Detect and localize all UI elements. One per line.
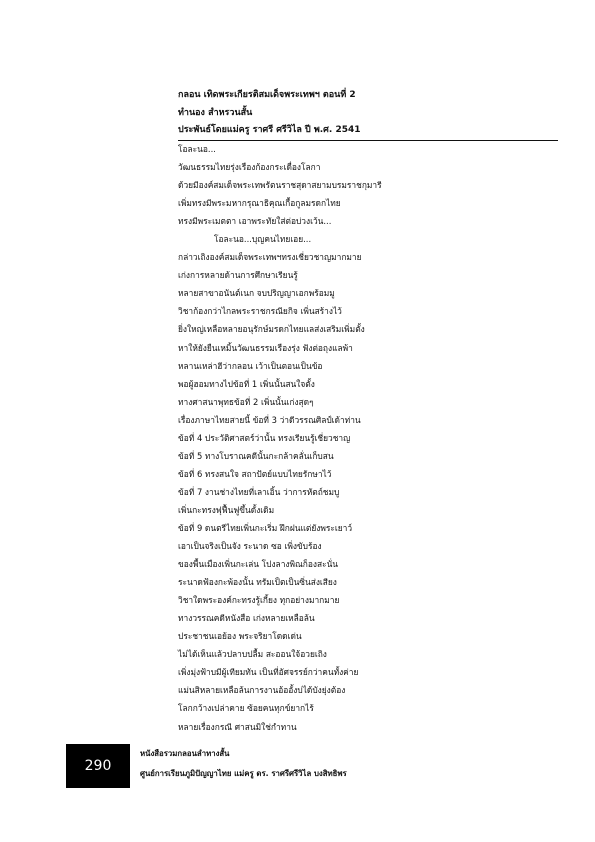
poem-line: หลานเหล่าฮีว่ากลอน เว้าเป็นตอนเป็นข้อ [178,360,323,371]
poem-line: กล่าวเถิงองค์สมเด็จพระเทพฯทรงเชี่ยวชาญมากมาย [178,252,362,263]
poem-line: ทรงมีพระเมตตา เอาพระทัยใส่ต่อบ่วงเว้น... [178,216,332,227]
poem-title: กลอน เทิดพระเกียรติสมเด็จพระเทพฯ ตอนที่ 2 [178,90,356,100]
poem-line: โอละนอ...บุญคนไทยเอย... [214,234,312,245]
page-number: 290 [66,744,130,788]
poem-line: หลายเรื่องกรณี ศาสนมิใช่กำทาน [178,721,297,732]
poem-line: เก่งการหลายด้านการศึกษาเรียนรู้ [178,270,298,281]
poem-line: โอละนอ... [178,144,216,154]
poem-line: ยิ่งใหญ่เหลือหลายอนุรักษ์มรดกไทยแลส่งเสริมเพิ่มตั้ง [178,324,365,335]
poem-line: ข้อที่ 6 ทรงสนใจ สถาปัตย์แบบไทยรักษาไว้ [178,468,332,479]
poem-line: เอาเป็นจริงเป็นจัง ระนาด ซอ เพิ่งขับร้อง [178,541,322,552]
book-title: หนังสือรวมกลอนลำทางสั้น [140,749,230,758]
poem-line: วัฒนธรรมไทยรุ่งเรืองก้องกระเดื่องโลกา [178,162,321,173]
poem-line: ทางวรรณคดีหนังสือ เก่งหลายเหลือล้น [178,613,315,624]
poem-header [178,86,558,141]
poem-subtitle: ทำนอง สำหรวนสั้น [178,108,253,118]
poem-line: ข้อที่ 7 งานช่างไทยที่เลาเอิ้น ว่าการหัตถ์ชมบู [178,486,340,497]
poem-line: หลายสาขาอนันต์เนก จบปริญญาเอกพร้อมมู [178,288,335,299]
poem-line: ประชาชนเอย้อง พระจริยาโดดเด่น [178,631,302,642]
poem-line: ข้อที่ 5 ทางโบราณคดีนั้นกะกล้าคลั่นเก็บสน [178,450,334,461]
poem-line: พอผู้ฮอมทางไปข้อที่ 1 เพิ่นนั้นสนใจตั้ง [178,378,315,389]
poem-line: ระนาดฟ้องกะพ้องนั้น ทรัมเป็ตเป็นซิ่นส่งเสียง [178,577,337,588]
poem-line: วิชาใดพระองค์กะทรงรู้เกี้ยง ทุกอย่างมากมาย [178,595,340,606]
poem-line: เพิ่งมุ่งฟ้าบมีผู้เทียมทัน เป็นที่อัศจรรย์กว่าคนทั้งค่าย [178,667,359,678]
poem-line: เพิ่มทรงมีพระมหากรุณาธิคุณเกื้อกูลมรดกไทย [178,198,341,209]
center-name: ศูนย์การเรียนภูมิปัญญาไทย แม่ครู ดร. ราศรีศรีวิไล บงสิทธิพร [140,769,347,778]
poem-line: ทางศาสนาพุทธข้อที่ 2 เพิ่นนั้นเก่งสุดๆ [178,396,314,407]
poem-author: ประพันธ์โดยแม่ครู ราศรี ศรีวิไล ปี พ.ศ. 2541 [178,122,558,141]
poem-body [178,140,568,736]
poem-line: เพิ่นกะทรงฟุฟื้นฟูขึ้นดั้งเดิม [178,504,275,515]
poem-line: ไม่ได้เห็นแล้วปลาบปลื้ม สะออนใจ้อวยเถิง [178,649,327,660]
poem-line: ของพื้นเมืองเพิ่นกะเล่น โปงลางพิณก็องสะนั่น [178,559,339,570]
poem-line: เรื่องภาษาไทยสายนี้ ข้อที่ 3 ว่าดีวรรณศิลป์เด้าท่าน [178,414,361,425]
poem-line: วิชาก้องกว่าไกลพระราชกรณียกิจ เพิ่นสร้างไว้ [178,306,342,317]
poem-line: ด้วยมีองค์สมเด็จพระเทพรัตนราชสุดาสยามบรมราชกุมารี [178,180,382,191]
poem-line: หาให้ยังยืนเหมิ้นวัฒนธรรมเรืองรุ่ง ฟังต่อถุงแลพ้า [178,342,353,353]
page-footer [0,744,595,788]
poem-line: ข้อที่ 4 ประวัติศาสตร์ว่านั้น ทรงเรียนรู้เชี่ยวชาญ [178,432,351,443]
poem-line: แม่นสิหลายเหลือล้นการงานอ้ออั้งบ่ได้บังยุ่งต้อง [178,685,346,696]
poem-line: โลกกว้างเปล่าคาย ซ้อยคนทุกข์ยากไร้ [178,703,314,714]
poem-line: ข้อที่ 9 ดนตรีไทยเพิ่นกะเริ่ม ฝึกฝนแต่ยังพระเยาว์ [178,522,353,533]
